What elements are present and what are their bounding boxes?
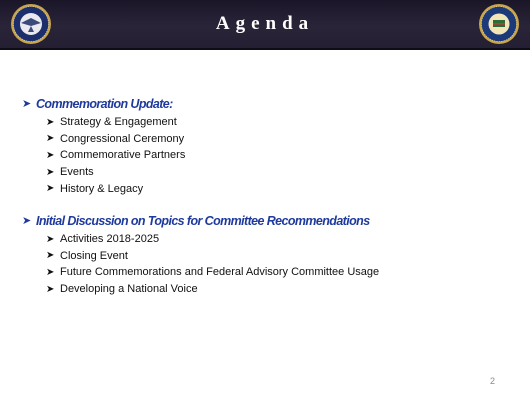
list-item: ➤ History & Legacy bbox=[46, 182, 144, 195]
agenda-sections bbox=[22, 94, 522, 297]
list-item: ➤ Closing Event bbox=[46, 249, 128, 262]
agenda-section-commemoration-update bbox=[22, 94, 522, 197]
section-heading bbox=[22, 211, 522, 231]
arrow-bullet-icon: ➤ bbox=[22, 98, 32, 110]
arrow-bullet-icon: ➤ bbox=[46, 266, 55, 278]
arrow-bullet-icon: ➤ bbox=[46, 183, 55, 195]
list-item: ➤ Developing a National Voice bbox=[46, 283, 198, 296]
slide-title: Agenda bbox=[215, 13, 315, 34]
list-item: ➤ Congressional Ceremony bbox=[46, 132, 185, 145]
arrow-bullet-icon: ➤ bbox=[46, 233, 55, 245]
section-title: Initial Discussion on Topics for Committee Recommendations bbox=[36, 213, 370, 228]
vietnam-war-commemoration-seal-icon bbox=[474, 3, 524, 45]
list-item: ➤ Activities 2018-2025 bbox=[46, 233, 160, 246]
section-title: Commemoration Update: bbox=[36, 97, 173, 111]
page-number: 2 bbox=[490, 376, 496, 386]
list-item: ➤ Future Commemorations and Federal Advisory Committee Usage bbox=[46, 266, 380, 279]
arrow-bullet-icon: ➤ bbox=[46, 166, 55, 178]
arrow-bullet-icon: ➤ bbox=[46, 250, 55, 262]
section-heading bbox=[22, 94, 522, 114]
section-items bbox=[22, 231, 522, 297]
arrow-bullet-icon: ➤ bbox=[22, 214, 32, 227]
list-item: ➤ Strategy & Engagement bbox=[46, 116, 177, 129]
arrow-bullet-icon: ➤ bbox=[46, 283, 55, 295]
title-bar bbox=[0, 0, 530, 50]
section-items bbox=[22, 114, 522, 197]
arrow-bullet-icon: ➤ bbox=[46, 116, 55, 128]
arrow-bullet-icon: ➤ bbox=[46, 149, 55, 161]
agenda-section-committee-recommendations bbox=[22, 211, 522, 297]
arrow-bullet-icon: ➤ bbox=[46, 133, 55, 145]
list-item: ➤ Events bbox=[46, 166, 94, 179]
list-item: ➤ Commemorative Partners bbox=[46, 149, 186, 162]
